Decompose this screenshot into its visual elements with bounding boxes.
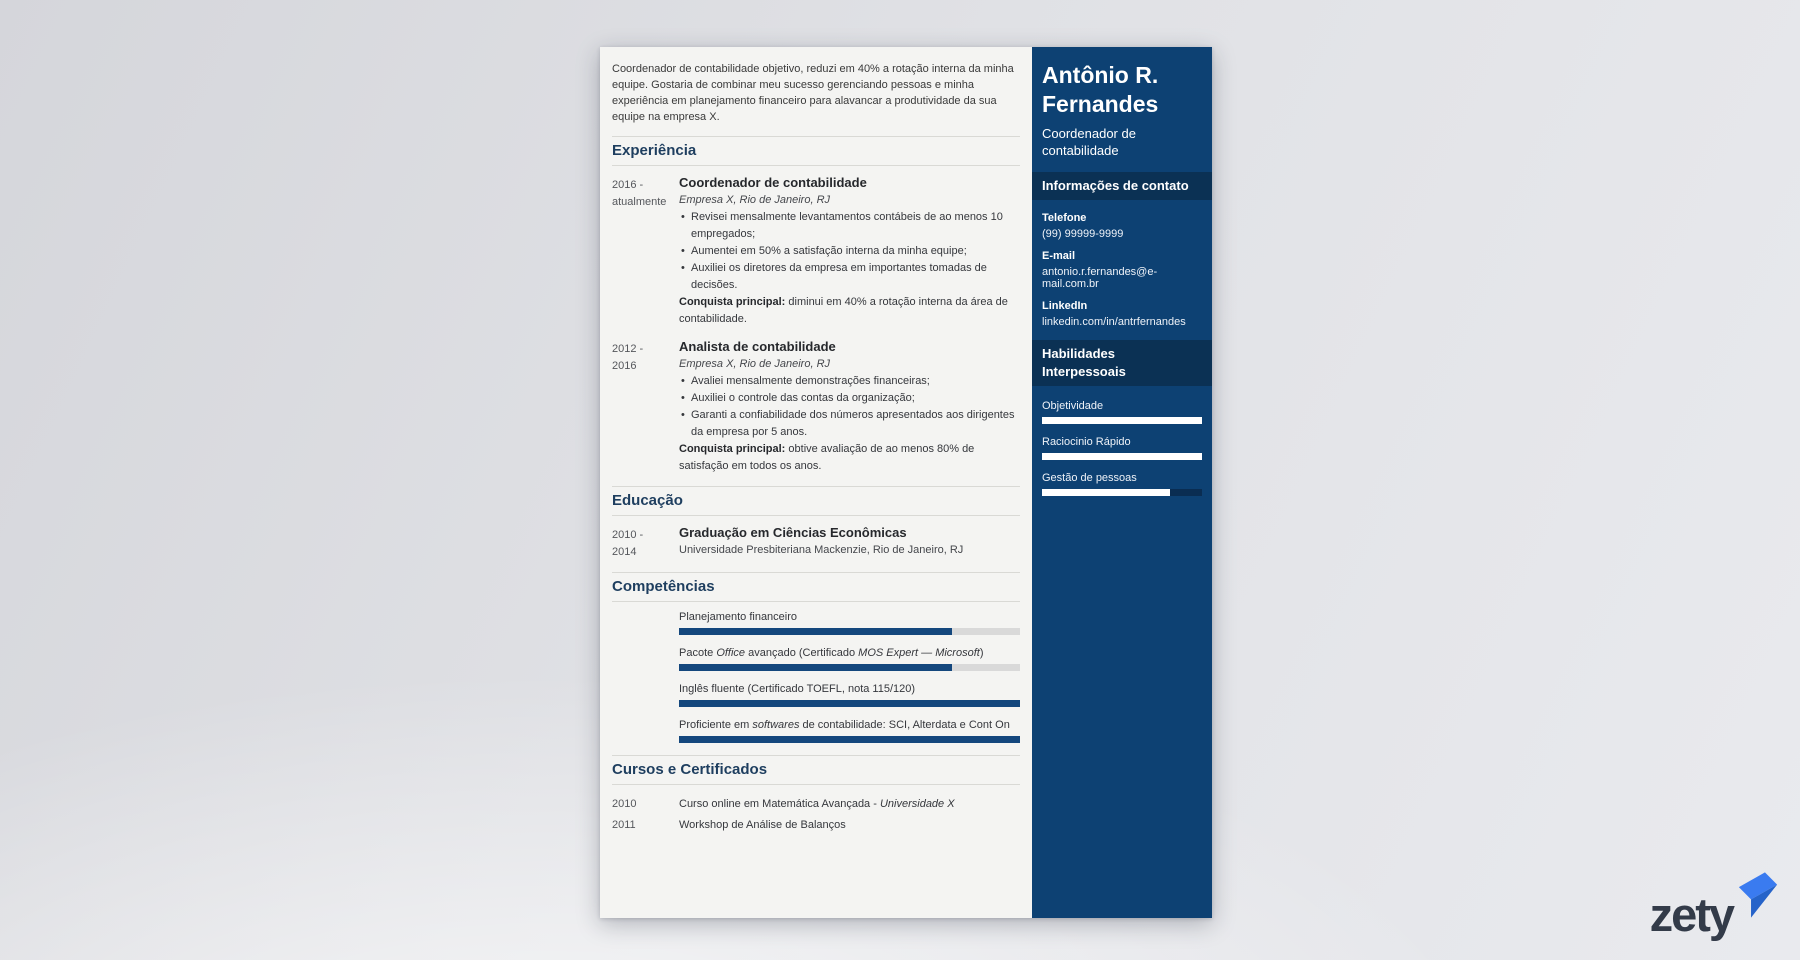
sidebar-job-title: Coordenador de contabilidade — [1042, 126, 1136, 158]
soft-skill-label: Raciocinio Rápido — [1042, 436, 1131, 448]
job-body — [679, 339, 1020, 475]
soft-skill-bar — [1042, 417, 1202, 424]
course-text: Curso online em Matemática Avançada - Universidade X — [679, 798, 955, 810]
contact-label: LinkedIn — [1042, 300, 1088, 312]
achievement-line — [679, 441, 1020, 475]
job-company: Empresa X, Rio de Janeiro, RJ — [679, 358, 831, 370]
contact-section-heading: Informações de contato — [1032, 172, 1212, 200]
section-heading-education: Educação — [612, 486, 1020, 516]
degree-title: Graduação em Ciências Econômicas — [679, 525, 907, 540]
course-row — [612, 815, 1020, 836]
achievement-line — [679, 294, 1020, 328]
soft-skill-bar — [1042, 489, 1202, 496]
soft-skill-bar-fill — [1042, 417, 1202, 424]
job-bullets — [679, 209, 1020, 294]
job-company: Empresa X, Rio de Janeiro, RJ — [679, 194, 831, 206]
contact-label: E-mail — [1042, 250, 1076, 262]
soft-skill-bar — [1042, 453, 1202, 460]
bullet-item: • Revisei mensalmente levantamentos contábeis de ao menos 10 empregados; — [679, 209, 1020, 243]
job-entry — [612, 339, 1020, 475]
education-date-start: 2010 - — [612, 529, 644, 541]
soft-skill-bar-fill — [1042, 489, 1170, 496]
skill-bar-fill — [679, 628, 952, 635]
section-heading-experience: Experiência — [612, 136, 1020, 166]
skill-bar-fill — [679, 736, 1020, 743]
contact-value: linkedin.com/in/antrfernandes — [1042, 316, 1186, 328]
skill-bar — [679, 628, 1020, 635]
zety-logo-icon — [1738, 871, 1778, 924]
bullet-item: • Auxiliei os diretores da empresa em importantes tomadas de decisões. — [679, 260, 1020, 294]
skill-row — [679, 719, 1020, 743]
job-date-end: atualmente — [612, 196, 667, 208]
course-year: 2010 — [612, 798, 637, 810]
name-line-1: Antônio R. — [1042, 62, 1159, 88]
summary-text: Coordenador de contabilidade objetivo, reduzi em 40% a rotação interna da minha equipe. Gostaria de combinar meu sucesso gerenciando pessoas e minha experiência em planejamento financeiro para alavancar a produtividade da sua equipe na empresa X. — [612, 63, 1014, 123]
name-line-2: Fernandes — [1042, 91, 1159, 117]
bullet-item: • Garanti a confiabilidade dos números apresentados aos dirigentes da empresa por 5 anos. — [679, 407, 1020, 441]
resume-sidebar — [1032, 47, 1212, 918]
contact-label: Telefone — [1042, 212, 1087, 224]
job-date-end: 2016 — [612, 360, 637, 372]
contact-value: antonio.r.fernandes@e-mail.com.br — [1042, 266, 1158, 290]
achievement-label: Conquista principal: — [679, 443, 786, 455]
skill-label: Planejamento financeiro — [679, 611, 798, 623]
achievement-label: Conquista principal: — [679, 296, 786, 308]
job-title: Coordenador de contabilidade — [679, 175, 867, 190]
contact-value: (99) 99999-9999 — [1042, 228, 1124, 240]
contact-section — [1032, 200, 1212, 340]
job-date-start: 2016 - — [612, 179, 644, 191]
education-entry — [612, 525, 1020, 561]
resume-document — [600, 47, 1212, 918]
skill-bar — [679, 664, 1020, 671]
name-heading — [1042, 61, 1202, 119]
skill-bar-fill — [679, 664, 952, 671]
job-dates — [612, 339, 679, 475]
job-entry — [612, 175, 1020, 328]
skill-row — [679, 647, 1020, 671]
skill-bar — [679, 700, 1020, 707]
soft-skill-row — [1042, 400, 1202, 424]
skill-label: Pacote Office avançado (Certificado MOS Expert — Microsoft) — [679, 647, 984, 659]
skill-bar-fill — [679, 700, 1020, 707]
education-date-end: 2014 — [612, 546, 637, 558]
soft-skill-row — [1042, 436, 1202, 460]
soft-skills-heading: Habilidades Interpessoais — [1032, 340, 1212, 386]
job-title: Analista de contabilidade — [679, 339, 836, 354]
education-body — [679, 525, 1020, 561]
school-name: Universidade Presbiteriana Mackenzie, Rio de Janeiro, RJ — [679, 544, 964, 556]
soft-skill-label: Gestão de pessoas — [1042, 472, 1137, 484]
skill-row — [679, 683, 1020, 707]
course-row — [612, 794, 1020, 815]
job-bullets — [679, 373, 1020, 441]
soft-skill-label: Objetividade — [1042, 400, 1104, 412]
skill-label: Inglês fluente (Certificado TOEFL, nota 115/120) — [679, 683, 916, 695]
soft-skills-section — [1032, 386, 1212, 496]
section-heading-skills: Competências — [612, 572, 1020, 602]
zety-logo-text: zety — [1649, 888, 1733, 941]
job-date-start: 2012 - — [612, 343, 644, 355]
skill-row — [679, 611, 1020, 635]
bullet-item: • Aumentei em 50% a satisfação interna da minha equipe; — [679, 243, 1020, 260]
soft-skill-bar-fill — [1042, 453, 1202, 460]
course-text: Workshop de Análise de Balanços — [679, 819, 846, 831]
skill-label: Proficiente em softwares de contabilidade: SCI, Alterdata e Cont On — [679, 719, 1010, 731]
education-dates — [612, 525, 679, 561]
job-body — [679, 175, 1020, 328]
zety-logo — [1649, 871, 1778, 941]
bullet-item: • Avaliei mensalmente demonstrações financeiras; — [679, 373, 1020, 390]
course-year: 2011 — [612, 819, 636, 831]
achievement-text: obtive avaliação de ao menos 80% de satisfação em todos os anos. — [679, 443, 975, 472]
soft-skill-row — [1042, 472, 1202, 496]
skill-bar — [679, 736, 1020, 743]
job-dates — [612, 175, 679, 328]
resume-main-column — [600, 47, 1032, 918]
achievement-text: diminui em 40% a rotação interna da área de contabilidade. — [679, 296, 1008, 325]
bullet-item: • Auxiliei o controle das contas da organização; — [679, 390, 1020, 407]
section-heading-courses: Cursos e Certificados — [612, 755, 1020, 785]
